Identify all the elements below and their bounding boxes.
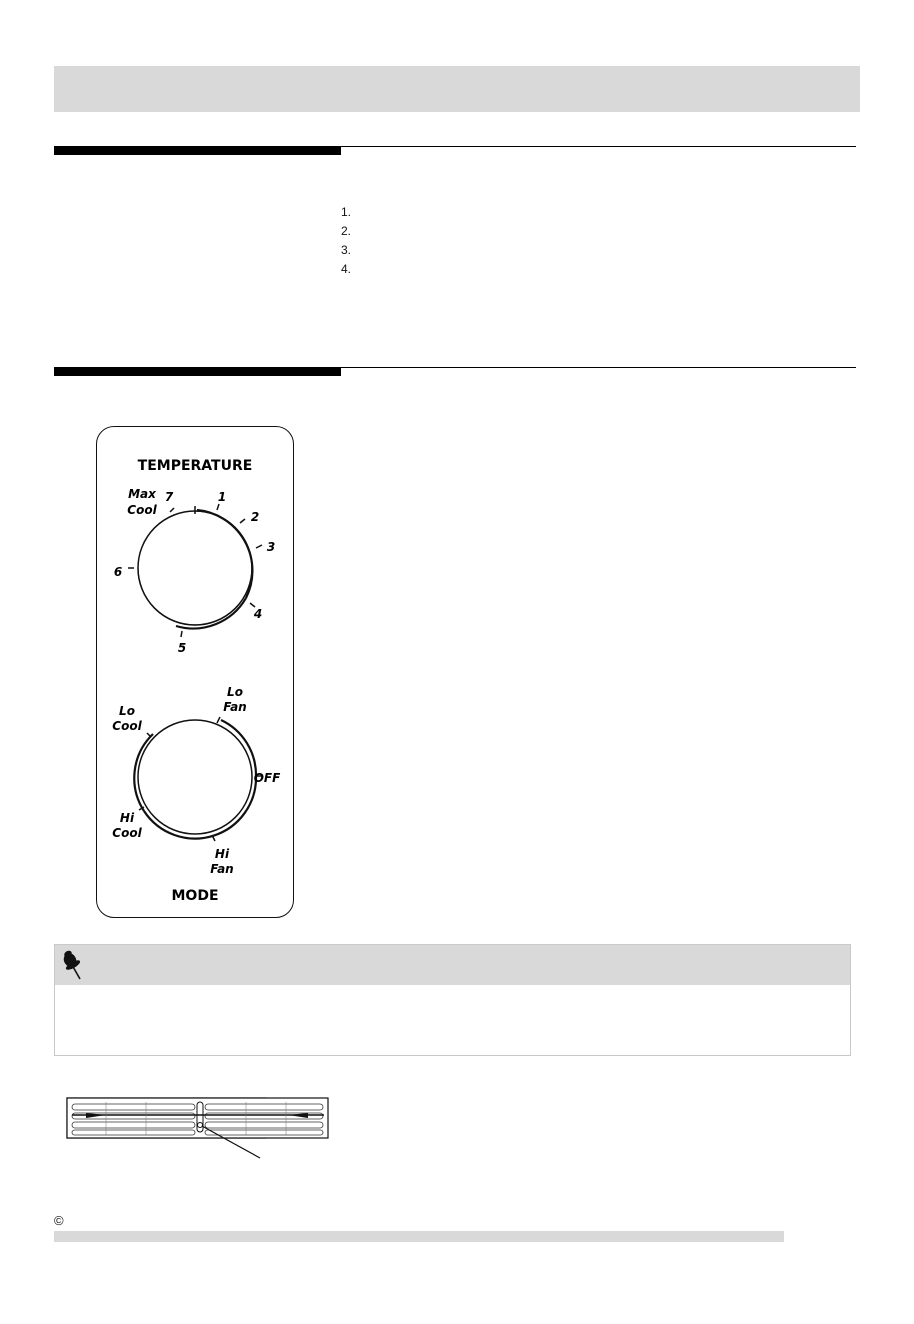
temp-label-cool: Cool xyxy=(127,503,157,517)
mode-label-hi-fan-line2: Fan xyxy=(210,862,234,876)
pushpin-icon xyxy=(60,948,88,982)
section-rule-thin xyxy=(341,367,856,368)
control-panel-diagram xyxy=(96,426,294,918)
temp-label-3: 3 xyxy=(266,540,276,554)
temp-label-4: 4 xyxy=(253,607,263,621)
mode-label-hi-fan-line1: Hi xyxy=(214,847,230,861)
mode-knob[interactable] xyxy=(138,720,252,834)
section-rule-thick xyxy=(54,146,341,155)
mode-label-off: OFF xyxy=(253,771,281,785)
step-number-4: 4. xyxy=(341,262,352,276)
copyright-symbol: © xyxy=(54,1213,64,1228)
mode-label-lo-cool-line1: Lo xyxy=(119,704,135,718)
temp-label-2: 2 xyxy=(250,510,260,524)
temp-label-6: 6 xyxy=(113,565,123,579)
mode-label-hi-cool-line2: Cool xyxy=(112,826,142,840)
section-rule-thin xyxy=(341,146,856,147)
footer-band xyxy=(54,1231,784,1242)
step-number-1: 1. xyxy=(341,205,352,219)
header-band xyxy=(54,66,860,112)
temp-label-7: 7 xyxy=(164,490,174,504)
temp-label-5: 5 xyxy=(177,641,187,655)
mode-label-lo-fan-line2: Fan xyxy=(223,700,247,714)
mode-title: MODE xyxy=(171,888,219,904)
step-number-2: 2. xyxy=(341,224,352,238)
step-number-3: 3. xyxy=(341,243,352,257)
temp-label-max: Max xyxy=(128,487,156,501)
temp-label-1: 1 xyxy=(217,490,227,504)
mode-label-lo-cool-line2: Cool xyxy=(112,719,142,733)
mode-label-lo-fan-line1: Lo xyxy=(227,685,243,699)
temperature-title: TEMPERATURE xyxy=(137,458,253,474)
section-rule-thick xyxy=(54,367,341,376)
pointer-line xyxy=(190,1118,270,1162)
note-header xyxy=(55,945,850,985)
mode-label-hi-cool-line1: Hi xyxy=(119,811,135,825)
